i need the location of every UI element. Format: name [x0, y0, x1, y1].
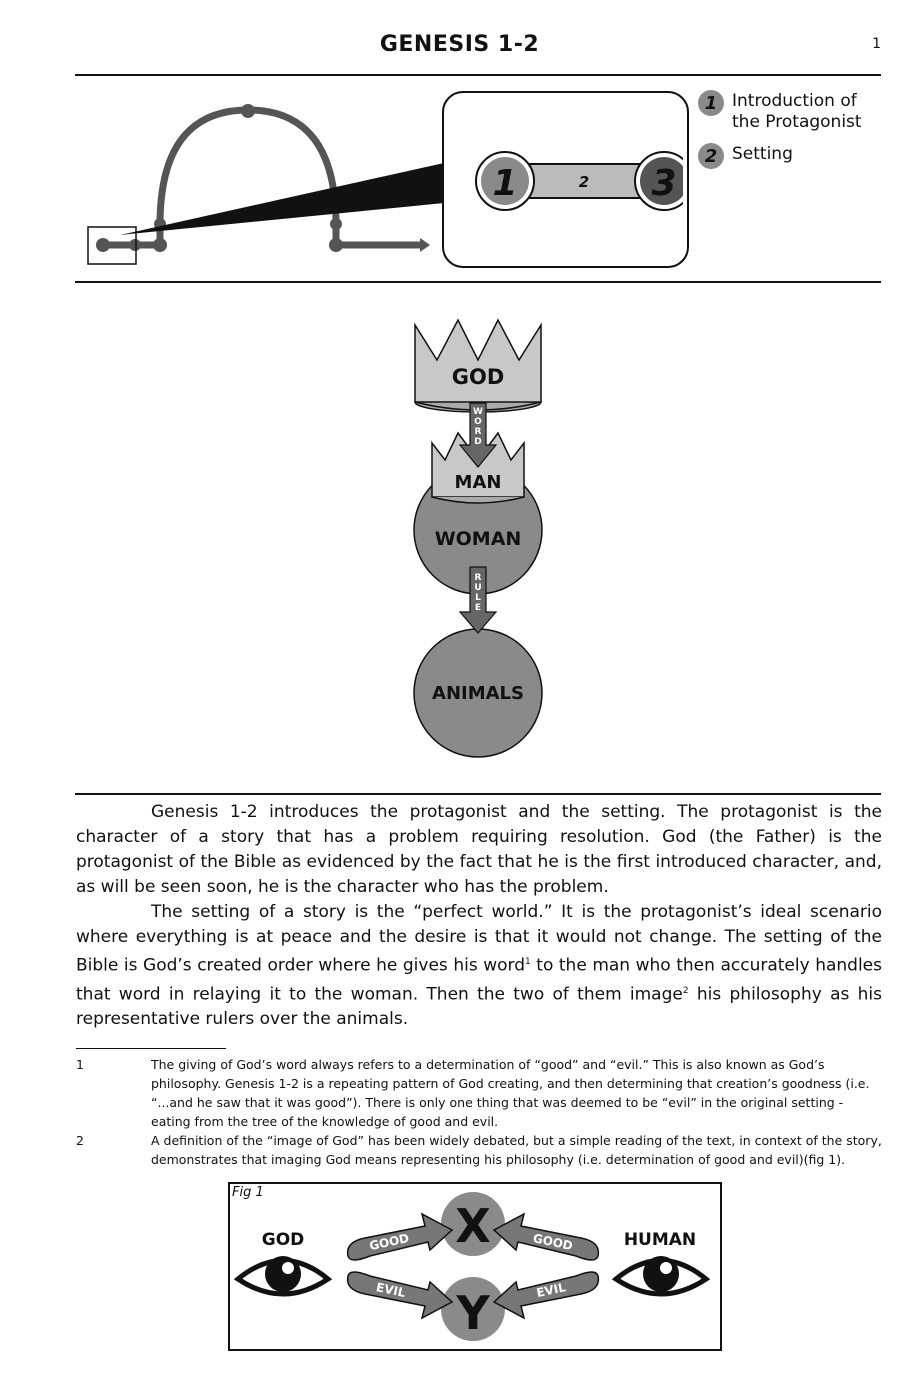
- evil-arrow-left: [348, 1272, 452, 1318]
- footnote-ref-2: 2: [682, 985, 689, 996]
- page-title: GENESIS 1-2: [379, 32, 540, 57]
- arc-node: [96, 238, 110, 252]
- svg-text:EVIL: EVIL: [535, 1280, 568, 1301]
- arc-node: [330, 218, 342, 230]
- svg-text:W: W: [473, 407, 483, 417]
- zoom-marker-2-label: 2: [578, 173, 590, 191]
- footnote-2: 2 A definition of the “image of God” has been widely debated, but a simple reading of the text, in context of the story, demonstrates that imaging God means representing his philosophy (i.e. determination of good and evil)(fig 1).: [76, 1133, 882, 1167]
- legend-item: [698, 143, 898, 169]
- svg-text:E: E: [474, 603, 482, 613]
- human-eye-icon: [616, 1256, 706, 1294]
- svg-text:D: D: [474, 437, 482, 447]
- legend-item: [698, 90, 898, 133]
- svg-text:L: L: [475, 593, 481, 603]
- god-title: GOD: [261, 1230, 305, 1250]
- footnote-1: 1 The giving of God’s word always refers to a determination of “good” and “evil.” This is also known as God’s philosophy. Genesis 1-2 is a repeating pattern of God creating, and then determining that creation’s goodness (i.e. “...and he saw that it was good”). There is only one thing that was deemed to be “evil” in the original setting - eating from the tree of the knowledge of good and evil.: [76, 1057, 870, 1129]
- svg-text:R: R: [474, 573, 482, 583]
- svg-text:GOOD: GOOD: [368, 1231, 411, 1254]
- arc-arrowhead: [420, 238, 430, 252]
- section-divider: [75, 793, 881, 795]
- y-label: Y: [456, 1286, 490, 1340]
- zoom-marker-3-label: 3: [651, 163, 677, 204]
- svg-text:R: R: [474, 427, 482, 437]
- hierarchy-diagram: [400, 315, 560, 765]
- arc-node: [329, 238, 343, 252]
- body-text: [76, 800, 882, 1032]
- paragraph-2: The setting of a story is the “perfect world.” It is the protagonist’s ideal scenario where everything is at peace and the desire is that it would not change. The setting of the Bible is God’s created order where he gives his word$^1$ to the man who then accurately handles that word in relaying it to the woman. Then the two of them image$^2$ his philosophy as his representative rulers over the animals.: [76, 902, 882, 1030]
- animals-label: ANIMALS: [432, 683, 524, 704]
- svg-text:U: U: [474, 583, 482, 593]
- legend-label: Setting: [732, 144, 793, 164]
- section-divider: [75, 281, 881, 283]
- human-title: HUMAN: [623, 1230, 697, 1250]
- x-label: X: [455, 1199, 491, 1253]
- legend-label: Introduction of the Protagonist: [732, 91, 862, 132]
- god-eye-icon: [238, 1256, 328, 1294]
- legend-number-badge: 1: [698, 90, 724, 116]
- footnote-ref-1: 1: [525, 957, 531, 967]
- svg-text:GOOD: GOOD: [531, 1231, 574, 1254]
- figure-1-label: Fig 1: [232, 1185, 264, 1200]
- good-arrow-left: [348, 1214, 452, 1260]
- arc-node: [241, 104, 255, 118]
- story-arc-path: [103, 110, 420, 245]
- footnote-divider: [76, 1048, 226, 1049]
- header-divider: [75, 74, 881, 76]
- footnotes: [76, 1055, 882, 1169]
- legend-number-badge: 2: [698, 143, 724, 169]
- svg-text:EVIL: EVIL: [374, 1280, 407, 1301]
- good-arrow-right: [494, 1214, 598, 1260]
- zoom-marker-1-label: 1: [492, 163, 518, 204]
- paragraph-1: Genesis 1-2 introduces the protagonist and the setting. The protagonist is the character of a story that has a problem requiring resolution. God (the Father) is the protagonist of the Bible as evidenced by the fact that he is the first introduced character, and, as will be seen soon, he is the character who has the problem.: [76, 802, 882, 897]
- arc-legend: [698, 90, 898, 179]
- woman-label: WOMAN: [434, 528, 522, 550]
- svg-text:O: O: [474, 417, 482, 427]
- story-arc-diagram: [80, 85, 700, 275]
- man-label: MAN: [454, 472, 502, 493]
- figure-1-diagram: [230, 1184, 718, 1347]
- evil-arrow-right: [494, 1272, 598, 1318]
- arc-node: [129, 239, 141, 251]
- god-crown: [415, 320, 541, 402]
- god-label: GOD: [451, 365, 505, 389]
- page-number: 1: [872, 36, 881, 52]
- arc-node: [153, 238, 167, 252]
